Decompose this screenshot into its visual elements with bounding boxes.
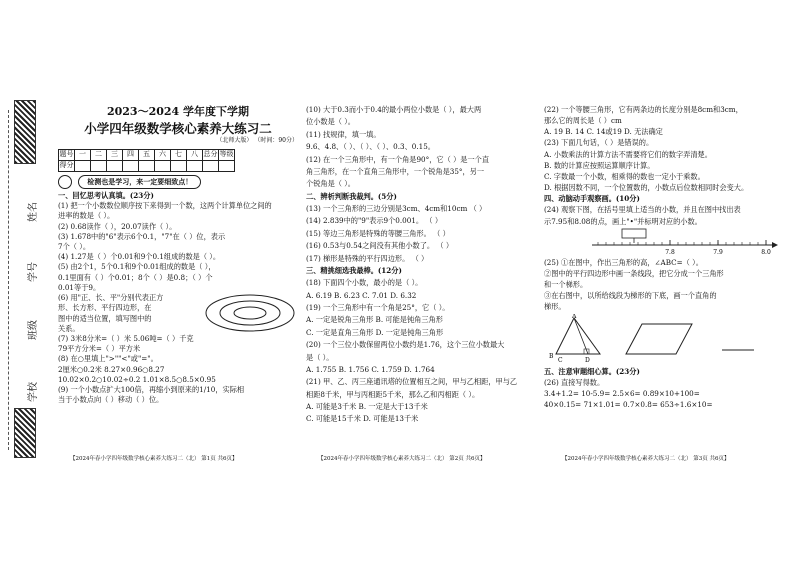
question-line: 0.01等于9。	[58, 282, 101, 292]
score-cell[interactable]	[123, 160, 139, 171]
question-line: A. 一定是锐角三角形 B. 可能是钝角三角形	[306, 315, 443, 325]
score-cell[interactable]	[219, 160, 235, 171]
section-heading: 四、动脑动手观察画。(10分)	[544, 194, 640, 204]
question-line: 图中的适当位置，填写图中的	[58, 313, 152, 323]
question-line: 和一个梯形。	[544, 280, 588, 290]
question-line: 位小数是（ ）。	[306, 117, 355, 127]
question-line: (7) 3米8分米=（ ）米 5.06吨=（ ）千克	[58, 333, 194, 343]
question-line: 一、回忆思考认真填。(23分)	[58, 190, 154, 200]
tick-label: 7.8	[665, 248, 675, 256]
question-line: (6) 用"正、长、平"分别代表正方	[58, 293, 164, 303]
number-line	[588, 228, 778, 256]
question-line: 2厘米○0.2米 8.27×0.96○8.27	[58, 364, 165, 374]
score-header: 二	[91, 149, 107, 160]
slogan-bubble: 检测也是学习，来一定要细致点！	[78, 175, 201, 189]
question-line: 79平方分米=（ ）平方米	[58, 344, 141, 354]
vertex-label: C	[558, 356, 563, 364]
page-3-footer: 【2024年春小学四年级数学核心素养大练习二（北） 第3页 共6页】	[562, 456, 730, 462]
score-header: 七	[171, 149, 187, 160]
question-line: 个锐角是（ ）。	[306, 179, 355, 189]
question-line: 7个（ ）。	[58, 241, 91, 251]
tick-label: 7.9	[713, 248, 723, 256]
question-line: 0.1里面有（ ）个0.01；8个（ ）是0.8；（ ）个	[58, 272, 213, 282]
question-line: 角三角形，在一个直角三角形中，一个锐角是35°，另一	[306, 166, 485, 176]
student-id-label: 学号	[28, 262, 39, 282]
score-cell[interactable]	[155, 160, 171, 171]
binding-hatch-bottom	[14, 408, 36, 458]
vertex-label: D	[585, 356, 590, 364]
question-line: (23) 下面几句话，（ ）是错误的。	[544, 138, 654, 148]
slogan-row	[58, 175, 298, 189]
question-line: (1) 把一个小数数位顺序按下来得到一个数，这两个计算单位之间的	[58, 201, 272, 211]
section-heading: 三、精挑细选我最棒。(12分)	[306, 265, 402, 275]
question-line: 3.4+1.2= 10-5.9= 2.5×6= 0.89×10+100=	[544, 388, 700, 398]
section-heading: 二、辨析判断我裁判。(5分)	[306, 191, 397, 201]
triangle-figure	[549, 314, 600, 364]
question-line: (10) 大于0.3而小于0.4的最小两位小数是（ ），最大两	[306, 105, 482, 114]
score-cell[interactable]	[139, 160, 155, 171]
class-label: 班级	[28, 320, 39, 340]
question-line: (19) 一个三角形中有一个角是25°，它（ ）。	[306, 303, 450, 312]
question-line: (5) 由2个1，5个0.1和9个0.01组成的数是（ ），	[58, 262, 216, 272]
score-header: 总分	[203, 149, 219, 160]
question-line: (21) 甲、乙、丙三座通讯塔的位置相互之间，甲与乙相距，甲与乙	[306, 377, 518, 387]
question-line: 当于小数点向（ ）移动（ ）位。	[58, 395, 164, 405]
question-line: (8) 在○里填上">""<"或"="。	[58, 354, 158, 364]
binding-hatch-top	[14, 100, 36, 164]
section-heading: 五、注意审题细心算。(23分)	[544, 366, 640, 376]
name-label: 姓名	[28, 202, 39, 222]
question-line: 那么它的周长是（ ）cm	[544, 116, 622, 126]
score-header: 八	[187, 149, 203, 160]
vertex-label: B	[549, 352, 554, 360]
geometry-figures	[544, 314, 774, 364]
question-line: 是（ ）。	[306, 352, 334, 362]
question-line: 相距8千米，甲与丙相距5千米，那么乙和丙相距（ ）。	[306, 389, 480, 399]
mascot-icon	[58, 175, 72, 189]
question-line: B. 数的计算应按照运算顺序计算。	[544, 160, 655, 170]
question-line: C. 字数最一个小数，相乘得的数也一定小于乘数。	[544, 171, 705, 181]
score-header: 等级	[219, 149, 235, 160]
binding-strip	[0, 0, 48, 561]
minor-ticks	[598, 242, 758, 245]
nested-ellipses-diagram	[204, 293, 296, 333]
question-line: (20) 一个三位小数保留两位小数约是1.76，这个三位小数最大	[306, 340, 505, 350]
score-cell[interactable]	[171, 160, 187, 171]
question-line: (15) 等边三角形是特殊的等腰三角形。 （ ）	[306, 228, 450, 238]
venn-block	[58, 293, 298, 334]
answer-box[interactable]	[622, 229, 646, 238]
page-1-footer: 【2024年春小学四年级数学核心素养大练习二（北） 第1页 共6页】	[70, 456, 238, 462]
question-line: A. 可能是3千米 B. 一定是大于13千米	[306, 402, 428, 411]
page-2-column	[306, 104, 534, 426]
cut-line	[8, 110, 9, 450]
question-line: A. 1.755 B. 1.756 C. 1.759 D. 1.764	[306, 364, 435, 374]
question-line: (11) 找规律，填一填。	[306, 129, 381, 139]
exam-year: 2023～2024 学年度下学期	[106, 105, 250, 118]
score-cell[interactable]	[107, 160, 123, 171]
question-line: 40×0.15= 71×1.01= 0.7×0.8= 653÷1.6×10=	[544, 399, 713, 409]
page-2-footer: 【2024年春小学四年级数学核心素养大练习二（北） 第2页 共6页】	[318, 456, 486, 462]
score-header: 四	[123, 149, 139, 160]
page-1-column	[58, 104, 298, 405]
score-cell[interactable]	[91, 160, 107, 171]
question-line: 10.02×0.2○10.02÷0.2 1.01×8.5○8.5×0.95	[58, 374, 216, 384]
school-label: 学校	[28, 382, 39, 402]
question-line: (16) 0.53与0.54之间没有其他小数了。 （ ）	[306, 241, 454, 251]
score-header: 一	[75, 149, 91, 160]
question-line: (3) 1.678中的"6"表示6个0.1，"7"在（ ）位，表示	[58, 231, 226, 241]
question-line: A. 6.19 B. 6.23 C. 7.01 D. 6.32	[306, 290, 417, 300]
score-cell[interactable]	[75, 160, 91, 171]
question-line: (24) 观察下图，在括号里填上适当的小数，并且在图中找出表	[544, 205, 741, 215]
question-line: 关系。	[58, 323, 80, 333]
question-line: (4) 1.27是（ ）个0.01和9个0.1组成的数是（ ）。	[58, 252, 221, 262]
vertex-label: A	[572, 313, 577, 320]
question-line: (18) 下面四个小数，最小的是（ ）。	[306, 278, 423, 288]
question-line: (22) 一个等腰三角形，它有两条边的长度分别是8cm和3cm，	[544, 105, 743, 114]
score-header: 五	[139, 149, 155, 160]
question-line: 梯形。	[544, 302, 566, 312]
question-line: (9) 一个小数点扩大100倍，再缩小到原来的1/10，实际相	[58, 385, 245, 395]
score-cell[interactable]	[187, 160, 203, 171]
question-line: 示7.95和8.08的点，画上"•"并标明对应的小数。	[544, 216, 702, 226]
question-line: ②图中的平行四边形中画一条线段，把它分成一个三角形	[544, 268, 724, 278]
question-line: (12) 在一个三角形中，有一个角是90°，它（ ）是一个直	[306, 154, 490, 164]
score-header: 六	[155, 149, 171, 160]
question-line: (25) ①在图中，作出三角形的高，∠ABC=（ ）。	[544, 257, 703, 267]
exam-title: 小学四年级数学核心素养大练习二	[84, 120, 272, 136]
page-1-questions	[58, 191, 298, 406]
axis-arrow	[772, 242, 778, 248]
question-line: 9.6、4.8、（ ）、（ ）、（ ）、0.3、0.15。	[306, 142, 435, 152]
question-line: A. 小数乘法的计算方法不需要将它们的数字弄清楚。	[544, 149, 712, 159]
page-3-column	[544, 104, 784, 410]
question-line: (17) 梯形是特殊的平行四边形。 （ ）	[306, 253, 429, 263]
question-line: C. 一定是直角三角形 D. 一定是钝角三角形	[306, 327, 444, 337]
question-line: (2) 0.68读作（ ），20.07读作（ ）。	[58, 221, 177, 231]
edition-time	[58, 137, 298, 146]
question-line: (13) 一个三角形的三边分别是3cm、4cm和10cm （ ）	[306, 204, 487, 213]
edition-label: （北师大版）	[216, 137, 253, 145]
score-row-label: 得分	[59, 160, 75, 171]
question-line: D. 根据因数不同，一个位置数的，小数点后位数相同时会变大。	[544, 183, 749, 193]
question-line: 进率的数是（ ）。	[58, 211, 115, 221]
score-cell[interactable]	[203, 160, 219, 171]
score-header: 题号	[59, 149, 75, 160]
parallelogram-figure	[626, 324, 692, 354]
question-line: 形、长方形、平行四边形，在	[58, 303, 152, 313]
time-label: （时间：90分）	[254, 137, 298, 145]
question-line: (14) 2.839中的"9"表示9个0.001。 （ ）	[306, 216, 443, 226]
question-line: ③在右图中，以所给线段为梯形的下底，画一个直角的	[544, 291, 717, 301]
tick-label: 8.0	[761, 248, 771, 256]
score-header: 三	[107, 149, 123, 160]
score-table	[58, 149, 235, 172]
question-line: (26) 直接写得数。	[544, 377, 605, 387]
question-line: A. 19 B. 14 C. 14或19 D. 无法确定	[544, 127, 663, 137]
question-line: C. 可能是15千米 D. 可能是13千米	[306, 414, 419, 424]
